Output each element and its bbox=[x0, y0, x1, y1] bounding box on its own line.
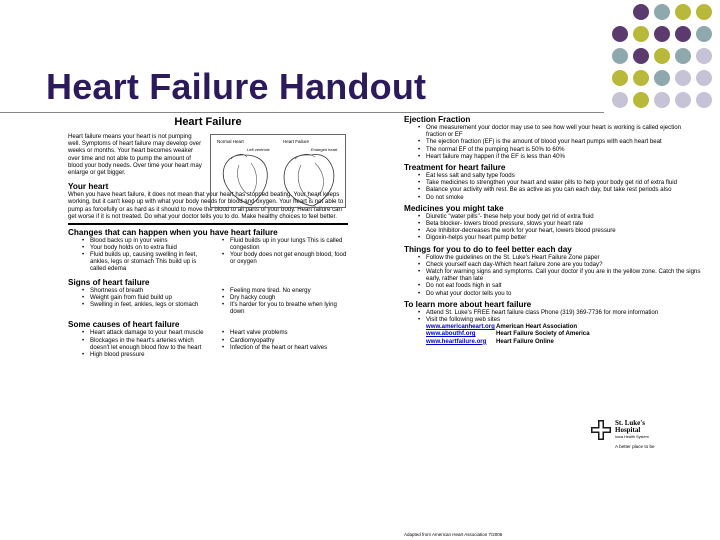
list-item: • One measurement your doctor may use to see how well your heart is working is called ejection fraction or EF bbox=[418, 124, 702, 138]
decorative-dot bbox=[612, 48, 628, 64]
list-item: • Do not eat foods high in salt bbox=[418, 282, 702, 289]
list-item: • Dry hacky cough bbox=[222, 294, 348, 301]
decorative-dot bbox=[633, 4, 649, 20]
list-item: • Beta blocker- lowers blood pressure, slows your heart rate bbox=[418, 220, 702, 227]
link-heart-failure-online[interactable]: www.heartfailure.org bbox=[426, 337, 487, 345]
list-item: • Do what your doctor tells you to bbox=[418, 290, 702, 297]
logo-line-2: Hospital bbox=[615, 425, 641, 434]
decorative-dot bbox=[633, 92, 649, 108]
list-item: • Attend St. Luke's FREE heart failure class Phone (319) 369-7736 for more information bbox=[418, 309, 702, 316]
decorative-dot bbox=[696, 92, 712, 108]
learn-more-heading: To learn more about heart failure bbox=[404, 299, 532, 309]
list-item: • Visit the following web sites bbox=[418, 316, 702, 323]
left-ventricle-label: Left ventricle bbox=[247, 147, 270, 152]
heart-diagram bbox=[210, 134, 346, 208]
link-description: Heart Failure Society of America bbox=[496, 330, 590, 338]
decorative-dot bbox=[654, 92, 670, 108]
decorative-dot bbox=[612, 70, 628, 86]
list-item: • Ace Inhibitor-decreases the work for your heart, lowers blood pressure bbox=[418, 227, 702, 234]
handout-left-column bbox=[68, 112, 348, 358]
normal-heart-shape bbox=[223, 155, 267, 205]
decorative-dot bbox=[675, 26, 691, 42]
list-item: • Fluid builds up, causing swelling in feet, ankles, legs or stomach This build up is called edema bbox=[82, 251, 208, 273]
decorative-dot bbox=[675, 92, 691, 108]
logo-tagline: A better place to be bbox=[615, 444, 655, 449]
failure-heart-label: Heart Failure bbox=[283, 139, 310, 144]
list-item: • Weight gain from fluid build up bbox=[82, 294, 208, 301]
decorative-dot bbox=[633, 70, 649, 86]
decorative-dot bbox=[696, 70, 712, 86]
heart-illustration bbox=[211, 135, 345, 207]
list-item: • Heart valve problems bbox=[222, 329, 348, 336]
handout-title: Heart Failure bbox=[174, 116, 242, 128]
decorative-dot bbox=[654, 70, 670, 86]
cross-logo-icon bbox=[590, 419, 612, 441]
list-item: • Eat less salt and salty type foods bbox=[418, 172, 702, 179]
decorative-dot bbox=[633, 48, 649, 64]
list-item: • Cardiomyopathy bbox=[222, 337, 348, 344]
your-heart-text: When you have heart failure, it does not mean that your heart has stopped beating. Your heart keeps working, but it can't keep up with what your body needs for blood and oxygen. Your heart is not able to pump as forcefully or as hard as it should to move the blood to all parts of your body. Heart failure can get worse if it is not treated. Do what your doctor tells you to do. Make healthy choices to feel better. bbox=[68, 191, 344, 220]
decorative-dot-grid bbox=[612, 4, 720, 120]
decorative-dot bbox=[696, 48, 712, 64]
list-item: • Heart attack damage to your heart muscle bbox=[82, 329, 208, 336]
list-item: • Balance your activity with rest. Be as active as you can each day, but take rest periods also bbox=[418, 186, 702, 193]
enlarged-heart-shape bbox=[284, 155, 334, 206]
decorative-dot bbox=[654, 4, 670, 20]
decorative-dot bbox=[654, 48, 670, 64]
changes-heading: Changes that can happen when you have heart failure bbox=[68, 227, 278, 237]
list-item: • Your body does not get enough blood, food or oxygen bbox=[222, 251, 348, 265]
decorative-dot bbox=[633, 26, 649, 42]
list-item: • Feeling more tired. No energy bbox=[222, 287, 348, 294]
list-item: • Fluid builds up in your lungs This is called congestion bbox=[222, 237, 348, 251]
decorative-dot bbox=[675, 4, 691, 20]
hospital-logo bbox=[590, 419, 700, 450]
decorative-dot bbox=[612, 92, 628, 108]
link-about-hf[interactable]: www.abouthf.org bbox=[426, 330, 476, 338]
link-description: American Heart Association bbox=[496, 323, 578, 331]
list-item: • The ejection fraction (EF) is the amount of blood your heart pumps with each heart beat bbox=[418, 138, 702, 145]
list-item: • Watch for warning signs and symptoms. Call your doctor if you are in the yellow zone. Catch the signs early, rather than late bbox=[418, 268, 702, 282]
treatment-heading: Treatment for heart failure bbox=[404, 163, 506, 173]
your-heart-heading: Your heart bbox=[68, 182, 109, 192]
slide-title: Heart Failure Handout bbox=[46, 66, 427, 107]
decorative-dot bbox=[696, 26, 712, 42]
logo-line-1: St. Luke's bbox=[615, 418, 645, 427]
normal-heart-label: Normal Heart bbox=[217, 139, 244, 144]
decorative-dot bbox=[675, 48, 691, 64]
adapted-note: Adapted from American Heart Association 7/2006 bbox=[404, 532, 503, 537]
list-item: • The normal EF of the pumping heart is 50% to 60% bbox=[418, 146, 702, 153]
list-item: • Shortness of breath bbox=[82, 287, 208, 294]
list-item: • Diuretic "water pills"- these help your body get rid of extra fluid bbox=[418, 213, 702, 220]
causes-heading: Some causes of heart failure bbox=[68, 320, 180, 330]
ejection-fraction-heading: Ejection Fraction bbox=[404, 115, 471, 124]
handout-right-column bbox=[404, 112, 702, 537]
list-item: • Check yourself each day-Which heart failure zone are you today? bbox=[418, 261, 702, 268]
list-item: • Digoxin-helps your heart pump better bbox=[418, 234, 702, 241]
list-item: • Do not smoke bbox=[418, 194, 702, 201]
list-item: • Swelling in feet, ankles, legs or stomach bbox=[82, 301, 208, 308]
list-item: • High blood pressure bbox=[82, 351, 208, 358]
signs-heading: Signs of heart failure bbox=[68, 277, 150, 287]
decorative-dot bbox=[696, 4, 712, 20]
medicines-heading: Medicines you might take bbox=[404, 203, 504, 213]
link-description: Heart Failure Online bbox=[496, 337, 554, 345]
intro-text: Heart failure means your heart is not pumping well. Symptoms of heart failure may develop over weeks or months. Your heart becomes weaker over time and not able to pump the amount of blood your body needs. Over time your heart may enlarge or get bigger. bbox=[68, 133, 202, 177]
link-american-heart[interactable]: www.americanheart.org bbox=[426, 323, 495, 331]
list-item: • Your body holds on to extra fluid bbox=[82, 244, 208, 251]
section-divider bbox=[68, 223, 348, 225]
list-item: • Infection of the heart or heart valves bbox=[222, 344, 348, 351]
list-item: • Blockages in the heart's arteries which doesn't let enough blood flow to the heart bbox=[82, 337, 208, 351]
list-item: • It's harder for you to breathe when lying down bbox=[222, 301, 348, 315]
logo-line-3: Iowa Health System bbox=[615, 434, 649, 439]
things-to-do-heading: Things for you to do to feel better each day bbox=[404, 244, 572, 254]
handout-page bbox=[56, 112, 704, 537]
list-item: • Heart failure may happen if the EF is less than 40% bbox=[418, 153, 702, 160]
decorative-dot bbox=[612, 26, 628, 42]
enlarged-heart-label: Enlarged heart bbox=[311, 147, 338, 152]
list-item: • Take medicines to strengthen your heart and water pills to help your body get rid of extra fluid bbox=[418, 179, 702, 186]
decorative-dot bbox=[675, 70, 691, 86]
list-item: • Follow the guidelines on the St. Luke's Heart Failure Zone paper bbox=[418, 254, 702, 261]
list-item: • Blood backs up in your veins bbox=[82, 237, 208, 244]
decorative-dot bbox=[654, 26, 670, 42]
